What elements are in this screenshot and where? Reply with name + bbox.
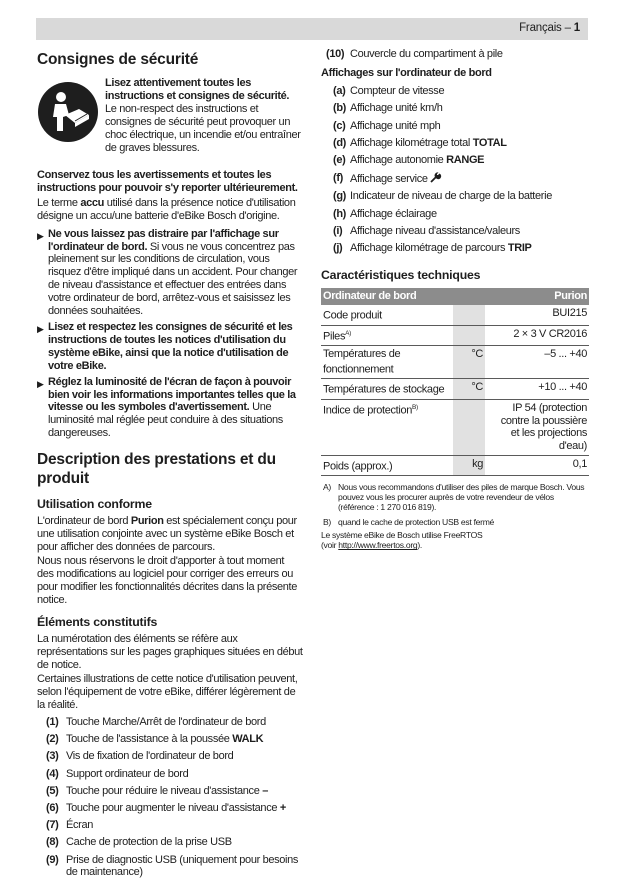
components-intro-2: Certaines illustrations de cette notice d'utilisation peuvent, selon l'équipement de votre eBike, différer légèrement de la réalité. [37, 673, 298, 711]
header-language: Français [519, 22, 562, 34]
usage-title: Utilisation conforme [37, 497, 152, 512]
bullet-rest: Une luminosité mal réglée peut conduire à des situations dangereuses. [48, 401, 283, 440]
list-item: (b) Affichage unité km/h [333, 102, 443, 115]
displays-title: Affichages sur l'ordinateur de bord [321, 66, 492, 79]
list-item: (3) Vis de fixation de l'ordinateur de bord [46, 750, 234, 763]
triangle-arrow-icon: ▶ [37, 230, 44, 241]
list-item: (1) Touche Marche/Arrêt de l'ordinateur de bord [46, 715, 266, 728]
freertos-link[interactable]: http://www.freertos.org [338, 540, 418, 551]
keep-instructions: Conservez tous les avertissements et toutes les instructions pour pouvoir s'y reporter ultérieurement. [37, 169, 298, 194]
usage-product: Purion [130, 515, 164, 528]
bullet-bold: Lisez et respectez les consignes de sécurité et les instructions de toutes les notices d'utilisation du système eBike, ainsi que la notice d'utilisation de votre eBike. [48, 320, 293, 372]
table-row: Températures de fonctionnement °C –5 ... +40 [321, 346, 589, 379]
bullet-bold: Ne vous laissez pas distraire par l'affichage sur l'ordinateur de bord. [48, 227, 279, 253]
warning-bold: Lisez attentivement toutes les instructions et consignes de sécurité. [105, 77, 290, 102]
safety-bullet-3 [37, 376, 303, 441]
footnote-a [321, 482, 589, 512]
usage-text [37, 515, 303, 554]
list-item: (g) Indicateur de niveau de charge de la batterie [333, 190, 552, 203]
list-item: (i) Affichage niveau d'assistance/valeurs [333, 225, 520, 238]
triangle-arrow-icon: ▶ [37, 378, 44, 389]
warning-rest: Le non-respect des instructions et consignes de sécurité peut provoquer un choc électrique, un incendie et/ou entraîner de graves blessures. [105, 102, 301, 154]
table-row: Indice de protection$^{B)}$ IP 54 (protection contre la poussière et les projections d'eau) [321, 399, 589, 455]
tech-table [321, 288, 589, 476]
bullet-bold: Réglez la luminosité de l'écran de façon à pouvoir bien voir les informations importantes telles que la vitesse ou les symboles d'avertissement. [48, 375, 296, 414]
description-title: Description des prestations et du produit [37, 451, 276, 488]
footnote-a-key: A) [323, 482, 331, 493]
footnote-b-text: quand le cache de protection USB est fermé [338, 517, 495, 528]
read-manual-icon [37, 81, 99, 143]
table-row: Code produit BUI215 [321, 305, 589, 325]
list-item: (7) Écran [46, 819, 93, 832]
usage-rights: Nous nous réservons le droit d'apporter à tout moment des modifications au logiciel pour corriger des erreurs ou pour modifier les fonctionnalités décrites dans la présente notice. [37, 554, 298, 606]
footnote-a-text: Nous vous recommandons d'utiliser des piles de marque Bosch. Vous pouvez vous les procurer auprès de votre revendeur de vélos (référence : 1 270 016 819). [338, 482, 585, 513]
term-word: accu [80, 196, 105, 209]
warning-text [105, 77, 303, 154]
components-list [37, 716, 303, 879]
list-item: (f) Affichage service [321, 172, 589, 186]
list-item: (d) Affichage kilométrage total TOTAL [333, 137, 507, 150]
table-header-label: Ordinateur de bord [321, 288, 453, 305]
table-header-value: Purion [485, 288, 589, 305]
left-column [37, 48, 303, 879]
components-title: Éléments constitutifs [37, 615, 158, 630]
os-note: Le système eBike de Bosch utilise FreeRTOS [321, 530, 483, 541]
usage-pre: L'ordinateur de bord [37, 515, 131, 528]
usage-post: est spécialement conçu pour une utilisation conjointe avec un système eBike Bosch et pour afficher des données de parcours. [37, 515, 297, 553]
safety-bullet-2 [37, 321, 303, 373]
list-item: (j) Affichage kilométrage de parcours TRIP [333, 242, 532, 255]
term-note [37, 197, 303, 223]
header-separator: – [561, 22, 574, 34]
list-item: (9) Prise de diagnostic USB (uniquement pour besoins de maintenance) [46, 853, 299, 879]
list-item: (e) Affichage autonomie RANGE [333, 154, 485, 167]
right-column [321, 48, 589, 550]
list-item: (a) Compteur de vitesse [333, 84, 445, 97]
list-item: (4) Support ordinateur de bord [46, 767, 189, 780]
tech-title: Caractéristiques techniques [321, 268, 481, 283]
wrench-icon [430, 172, 441, 183]
os-link-line: (voir http://www.freertos.org). [321, 540, 423, 551]
warning-block [37, 77, 303, 167]
safety-title: Consignes de sécurité [37, 51, 199, 68]
components-intro-1: La numérotation des éléments se réfère aux représentations sur les pages graphiques situées en début de notice. [37, 633, 303, 672]
list-item: (2) Touche de l'assistance à la poussée WALK [46, 733, 264, 746]
term-pre: Le terme [37, 196, 81, 209]
page-number: 1 [573, 22, 580, 34]
table-row: Piles$^{A)}$ 2 × 3 V CR2016 [321, 325, 589, 345]
table-header-row [321, 288, 589, 305]
list-item [321, 48, 589, 61]
list-item: (8) Cache de protection de la prise USB [46, 836, 232, 849]
list-item: (h) Affichage éclairage [333, 207, 437, 220]
item-10-text: Couvercle du compartiment à pile [350, 48, 503, 60]
table-row: Températures de stockage °C +10 ... +40 [321, 379, 589, 399]
footnote-b-key: B) [323, 517, 331, 528]
header-text [519, 22, 580, 34]
item-10-num: (10) [326, 48, 345, 60]
term-post: utilisé dans la présence notice d'utilisation désigne un accu/une batterie d'eBike Bosch d'origine. [37, 196, 296, 222]
page-header [36, 18, 588, 40]
displays-list [321, 85, 589, 256]
list-item: (c) Affichage unité mph [333, 119, 441, 132]
footnote-b [321, 517, 589, 527]
list-item: (5) Touche pour réduire le niveau d'assistance – [46, 784, 268, 797]
list-item: (6) Touche pour augmenter le niveau d'assistance + [46, 801, 286, 814]
table-row: Poids (approx.) kg 0,1 [321, 455, 589, 475]
safety-bullet-1 [37, 228, 303, 318]
triangle-arrow-icon: ▶ [37, 323, 44, 334]
bullet-rest: Si vous ne vous concentrez pas pleinement sur les conditions de circulation, vous risquez d'être impliqué dans un accident. Pour changer de niveau d'assistance et effectuer des entrées dans votre ordinateur de bord, arrêtez-vous et saisissez les données souhaitées. [48, 240, 298, 318]
